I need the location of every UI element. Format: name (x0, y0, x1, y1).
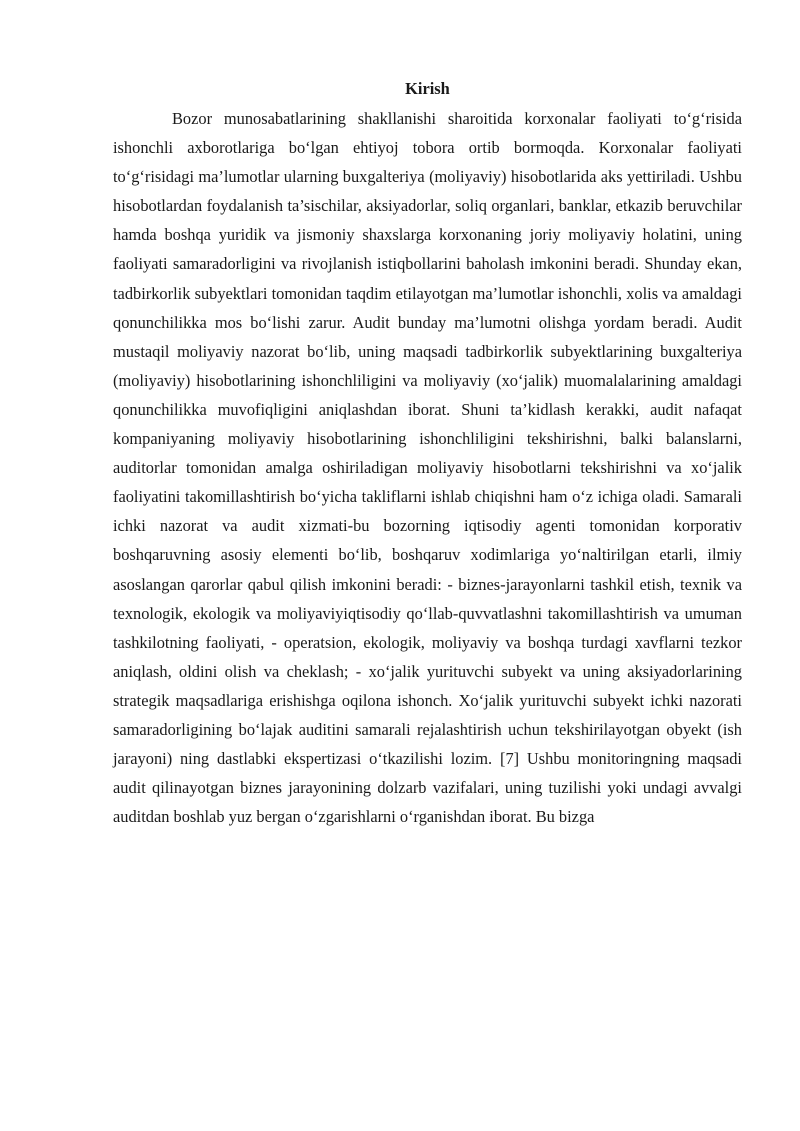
document-page (113, 74, 742, 831)
section-title: Kirish (405, 79, 450, 98)
body-paragraph: Bozor munosabatlarining shakllanishi sharoitida korxonalar faoliyati to‘g‘risida ishonchli axborotlariga bo‘lgan ehtiyoj tobora ortib bormoqda. Korxonalar faoliyati to‘g‘risidagi ma’lumotlar ularning buxgalteriya (moliyaviy) hisobotlarida aks yettiriladi. Ushbu hisobotlardan foydalanish ta’sischilar, aksiyadorlar, soliq organlari, banklar, etkazib beruvchilar hamda boshqa yuridik va jismoniy shaxslarga korxonaning joriy moliyaviy holatini, uning faoliyati samaradorligini va rivojlanish istiqbollarini baholash imkonini beradi. Shunday ekan, tadbirkorlik subyektlari tomonidan taqdim etilayotgan ma’lumotlar ishonchli, xolis va amaldagi qonunchilikka mos bo‘lishi zarur. Audit bunday ma’lumotni olishga yordam beradi. Audit mustaqil moliyaviy nazorat bo‘lib, uning maqsadi tadbirkorlik subyektlarining buxgalteriya (moliyaviy) hisobotlarining ishonchliligini va moliyaviy (xo‘jalik) muomalalarining amaldagi qonunchilikka muvofiqligini aniqlashdan iborat. Shuni ta’kidlash kerakki, audit nafaqat kompaniyaning moliyaviy hisobotlarining ishonchliligini tekshirishni, balki balanslarni, auditorlar tomonidan amalga oshiriladigan moliyaviy hisobotlarni tekshirishni va xo‘jalik faoliyatini takomillashtirish bo‘yicha takliflarni ishlab chiqishni ham o‘z ichiga oladi. Samarali ichki nazorat va audit xizmati-bu bozorning iqtisodiy agenti tomonidan korporativ boshqaruvning asosiy elementi bo‘lib, boshqaruv xodimlariga yo‘naltirilgan etarli, ilmiy asoslangan qarorlar qabul qilish imkonini beradi: - biznes-jarayonlarni tashkil etish, texnik va texnologik, ekologik va moliyaviyiqtisodiy qo‘llab-quvvatlashni takomillashtirish va umuman tashkilotning faoliyati, - operatsion, ekologik, moliyaviy va boshqa turdagi xavflarni tezkor aniqlash, oldini olish va cheklash; - xo‘jalik yurituvchi subyekt va uning aksiyadorlarining strategik maqsadlariga erishishga oqilona ishonch. Xo‘jalik yurituvchi subyekt ichki nazorati samaradorligining bo‘lajak auditini samarali rejalashtirish uchun tekshirilayotgan obyekt (ish jarayoni) ning dastlabki ekspertizasi o‘tkazilishi lozim. [7] Ushbu monitoringning maqsadi audit qilinayotgan biznes jarayonining dolzarb vazifalari, uning tuzilishi yoki undagi avvalgi auditdan boshlab yuz bergan o‘zgarishlarni o‘rganishdan iborat. Bu bizga (113, 109, 742, 827)
